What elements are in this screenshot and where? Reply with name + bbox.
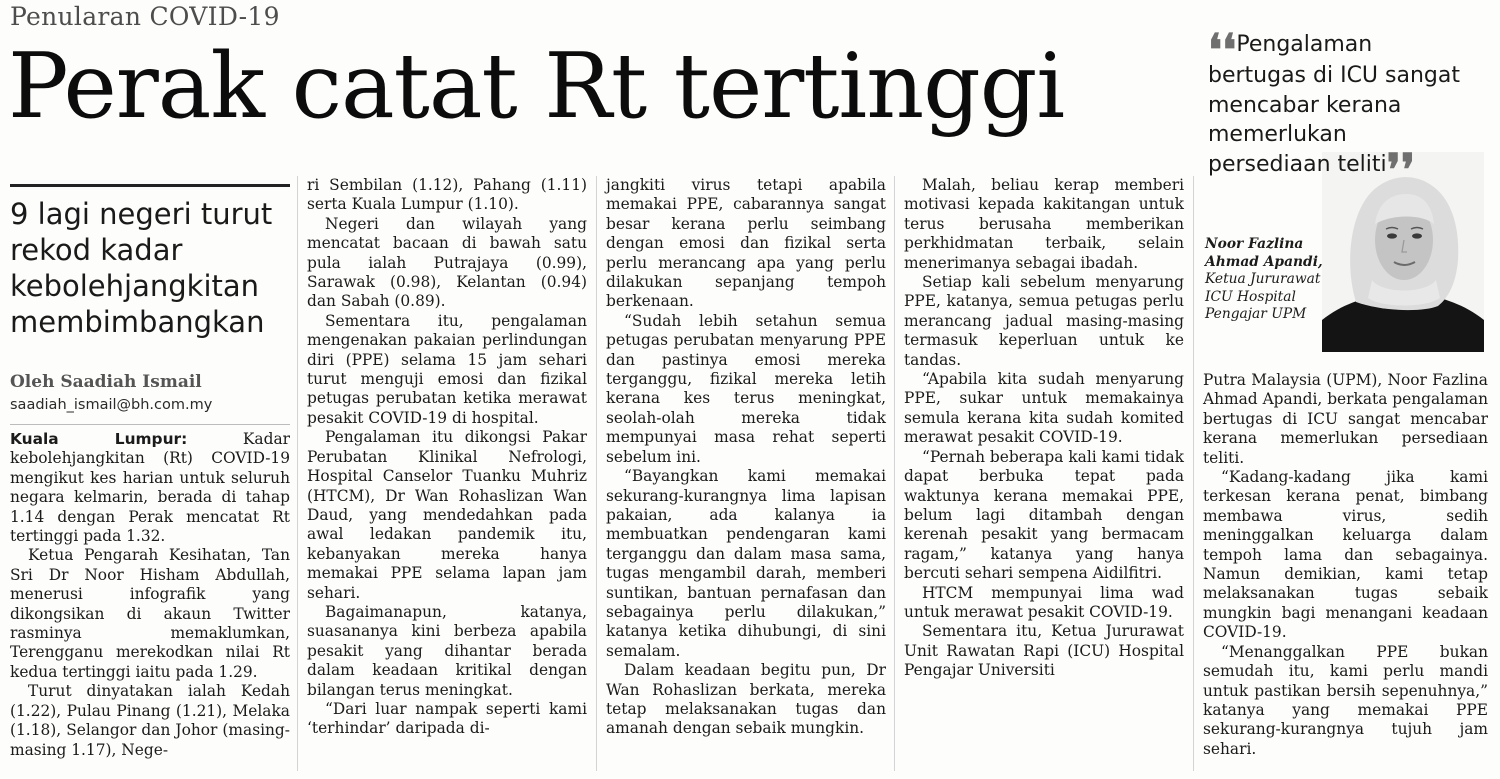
article-column-3 <box>606 176 886 739</box>
caption-role: Ketua Jururawat <box>1205 271 1321 287</box>
paragraph: jangkiti virus tetapi apabila memakai PPE, cabarannya sangat besar kerana perlu seimbang dengan emosi dan fizikal serta perlu merancang apa yang perlu dilakukan sepanjang tempoh berkenaan. <box>606 176 886 311</box>
paragraph: Pengalaman itu dikongsi Pakar Perubatan Klinikal Nefrologi, Hospital Canselor Tuanku Muhriz (HTCM), Dr Wan Rohaslizan Wan Daud, yang mendedahkan pada awal ledakan pandemik itu, kebanyakan mereka hanya memakai PPE selama lapan jam sehari. <box>307 428 587 602</box>
paragraph: Negeri dan wilayah yang mencatat bacaan di bawah satu pula ialah Putrajaya (0.99), Sarawak (0.98), Kelantan (0.94) dan Sabah (0.89). <box>307 214 587 311</box>
byline-divider <box>10 424 290 425</box>
subheadline: 9 lagi negeri turut rekod kadar kebolehjangkitan membimbangkan <box>10 197 273 339</box>
caption-role: ICU Hospital <box>1205 288 1296 305</box>
article-column-4 <box>904 176 1184 681</box>
author-email: saadiah_ismail@bh.com.my <box>10 397 213 413</box>
paragraph: Sementara itu, pengalaman mengenakan pakaian perlindungan diri (PPE) selama 15 jam sehari turut menguji emosi dan fizikal petugas perubatan ketika merawat pesakit COVID-19 di hospital. <box>307 311 587 427</box>
caption-name: Noor Fazlina <box>1205 236 1304 252</box>
column-divider <box>596 176 597 771</box>
paragraph: Setiap kali sebelum menyarung PPE, katanya, semua petugas perlu merancang jadual masing-masing termasuk keperluan untuk ke tandas. <box>904 273 1184 369</box>
article-column-2 <box>307 176 587 739</box>
paragraph: Sementara itu, Ketua Jururawat Unit Rawatan Rapi (ICU) Hospital Pengajar Universiti <box>904 622 1184 680</box>
paragraph: “Apabila kita sudah menyarung PPE, sukar untuk memakainya semula kerana kita sudah komited merawat pesakit COVID-19. <box>904 370 1184 447</box>
paragraph: Bagaimanapun, katanya, suasananya kini berbeza apabila pesakit yang dihantar berada dalam keadaan kritikal dengan bilangan terus meningkat. <box>307 602 587 699</box>
caption-name: Ahmad Apandi, <box>1205 253 1323 270</box>
paragraph: “Bayangkan kami memakai sekurang-kurangnya lima lapisan pakaian, ada kalanya ia membuatkan pendengaran kami terganggu dan dalam masa sama, tugas mengambil darah, memberi suntikan, bantuan pernafasan dan sebagainya perlu dilakukan,” katanya ketika dihubungi, di sini semalam. <box>606 467 886 660</box>
paragraph: Turut dinyatakan ialah Kedah (1.22), Pulau Pinang (1.21), Melaka (1.18), Selangor dan Johor (masing-masing 1.17), Nege- <box>10 682 290 759</box>
paragraph: “Dari luar nampak seperti kami ‘terhindar’ daripada di- <box>307 699 587 738</box>
column-divider <box>297 176 298 771</box>
article-column-5 <box>1203 371 1488 759</box>
paragraph: ri Sembilan (1.12), Pahang (1.11) serta Kuala Lumpur (1.10). <box>307 176 587 214</box>
pull-quote-text: Pengalaman bertugas di ICU sangat mencabar kerana memerlukan persediaan teliti <box>1208 32 1460 177</box>
close-quote-icon: ❜❜ <box>1386 144 1416 196</box>
headline: Perak catat Rt tertinggi <box>8 34 1065 139</box>
subhead-divider <box>10 184 290 187</box>
paragraph: Ketua Pengarah Kesihatan, Tan Sri Dr Noor Hisham Abdullah, menerusi infografik yang dikongsikan di akaun Twitter rasminya memaklumkan, Terengganu merekodkan nilai Rt kedua tertinggi iaitu pada 1.29. <box>10 546 290 681</box>
paragraph-text: Kadar kebolehjangkitan (Rt) COVID-19 mengikut kes harian untuk seluruh negara kelmarin, berada di tahap 1.14 dengan Perak mencatat Rt tertinggi pada 1.32. <box>10 430 290 546</box>
dateline: Kuala Lumpur: <box>10 430 188 448</box>
paragraph: “Pernah beberapa kali kami tidak dapat berbuka tepat pada waktunya kerana memakai PPE, belum lagi ditambah dengan kerenah pesakit yang bermacam ragam,” katanya yang hanya bercuti sehari sempena Aidilfitri. <box>904 447 1184 583</box>
pull-quote <box>1208 25 1473 196</box>
paragraph: “Kadang-kadang jika kami terkesan kerana penat, bimbang membawa virus, sedih meninggalkan keluarga dalam tempoh lama dan sebagainya. Namun demikian, kami tetap melaksanakan tugas sebaik mungkin bagi menangani keadaan COVID-19. <box>1203 468 1488 642</box>
column-divider <box>894 176 895 771</box>
column-divider <box>1193 176 1194 771</box>
paragraph: Dalam keadaan begitu pun, Dr Wan Rohaslizan berkata, mereka tetap melaksanakan tugas dan amanah dengan sebaik mungkin. <box>606 661 886 738</box>
paragraph: HTCM mempunyai lima wad untuk merawat pesakit COVID-19. <box>904 583 1184 621</box>
paragraph: Putra Malaysia (UPM), Noor Fazlina Ahmad Apandi, berkata pengalaman bertugas di ICU sangat mencabar kerana memerlukan persediaan teliti. <box>1203 371 1488 467</box>
kicker: Penularan COVID-19 <box>10 2 280 31</box>
paragraph: Malah, beliau kerap memberi motivasi kepada kakitangan untuk terus berusaha memberikan perkhidmatan terbaik, selain menerimanya sebagai ibadah. <box>904 176 1184 272</box>
paragraph <box>10 430 290 546</box>
paragraph: “Sudah lebih setahun semua petugas perubatan menyarung PPE dan pastinya emosi mereka terganggu, fizikal mereka letih kerana kes terus meningkat, seolah-olah mereka tidak mempunyai masa rehat seperti sebelum ini. <box>606 311 886 466</box>
open-quote-icon: ❛❛ <box>1208 25 1237 76</box>
paragraph: “Menanggalkan PPE bukan semudah itu, kami perlu mandi untuk pastikan bersih sepenuhnya,” katanya yang memakai PPE sekurang-kurangnya tujuh jam sehari. <box>1203 642 1488 758</box>
photo-caption <box>1205 236 1335 324</box>
article-column-1 <box>10 430 290 760</box>
caption-role: Pengajar UPM <box>1205 306 1307 322</box>
byline: Oleh Saadiah Ismail <box>10 372 202 392</box>
